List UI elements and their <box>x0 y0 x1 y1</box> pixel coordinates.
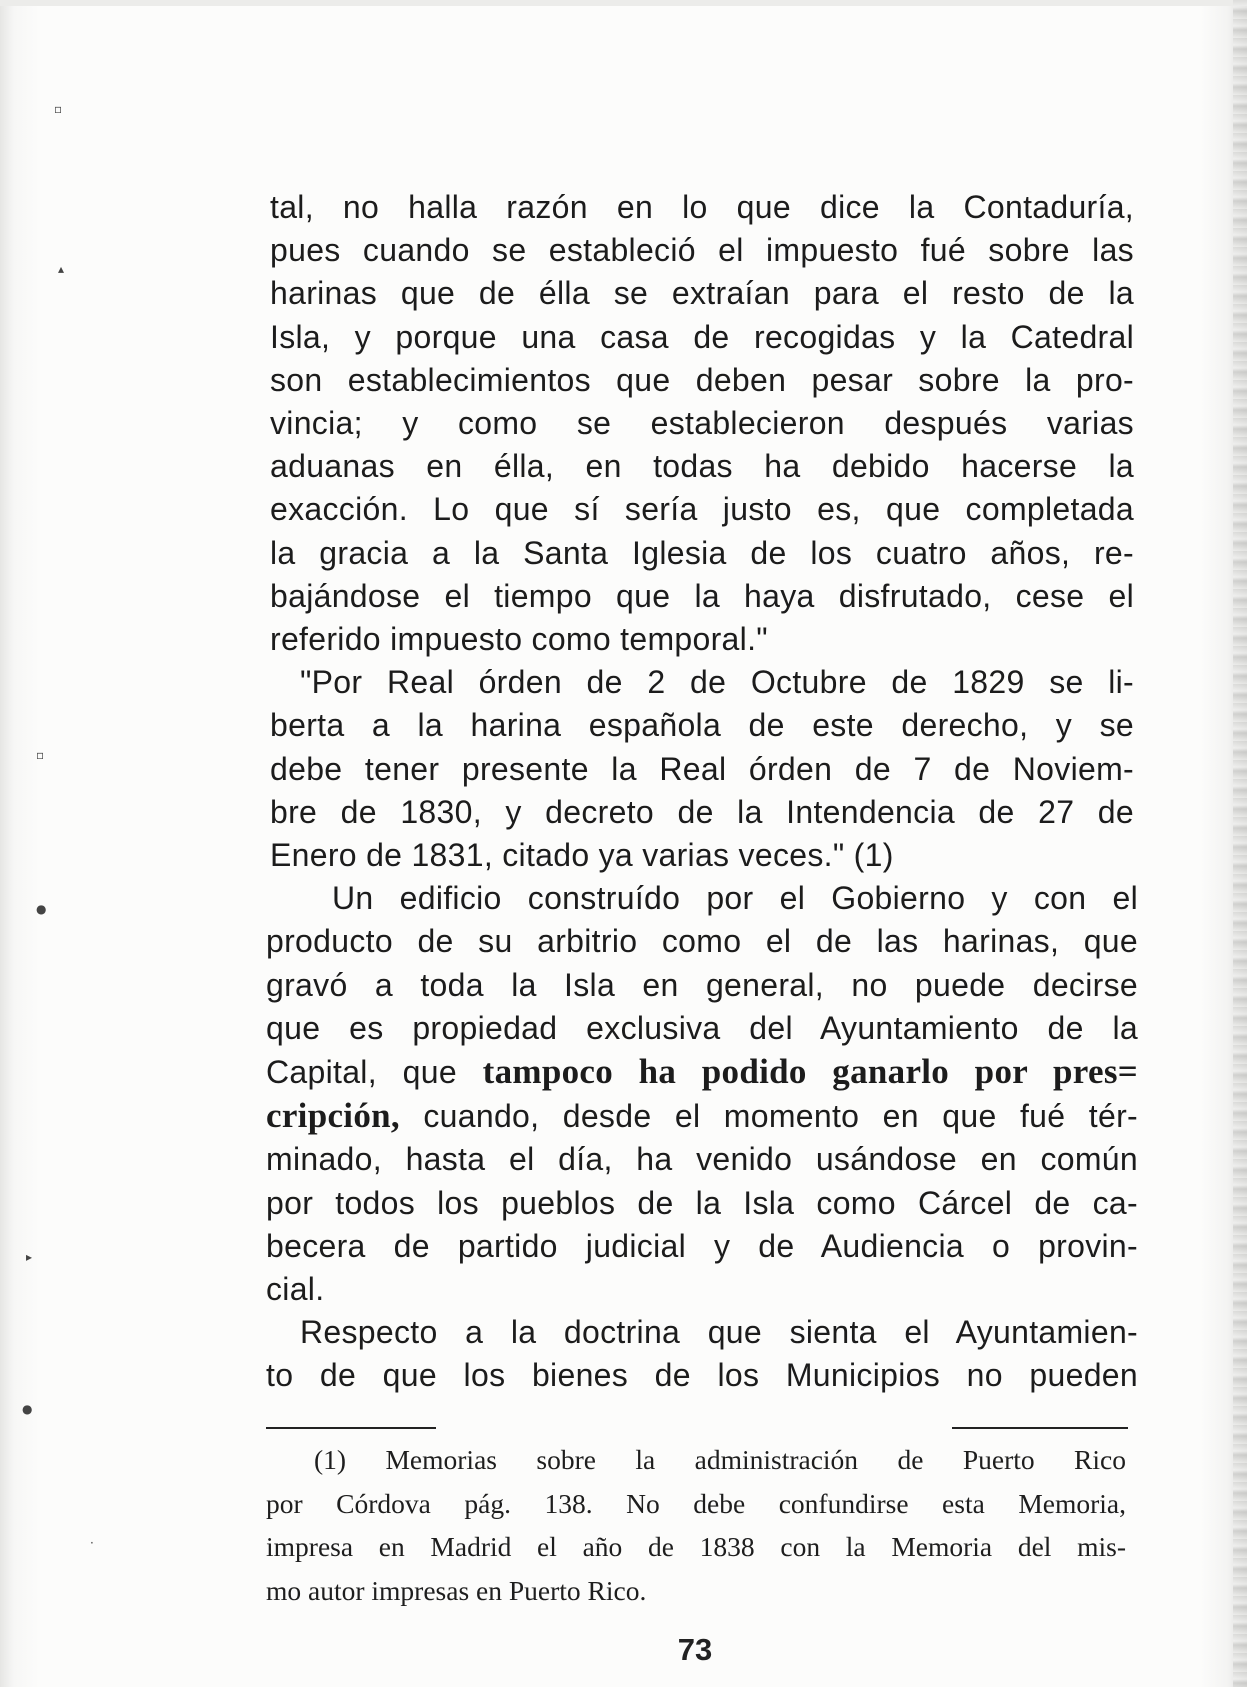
text-line: harinas que de élla se extraían para el resto de la <box>270 275 1134 312</box>
text-line: pues cuando se estableció el impuesto fué sobre las <box>270 232 1134 269</box>
footnote <box>266 1438 1126 1612</box>
text-line: exacción. Lo que sí sería justo es, que completada <box>270 491 1134 528</box>
page-right-edge <box>1233 0 1247 1687</box>
body-text <box>266 186 1138 1398</box>
text-line: que es propiedad exclusiva del Ayuntamiento de la <box>266 1009 1138 1046</box>
text-line-mixed <box>266 1050 1138 1094</box>
text-line: berta a la harina española de este derecho, y se <box>270 707 1134 744</box>
bold-serif-span: tampoco ha podido ganarlo por pres= <box>482 1052 1138 1092</box>
text-line: bre de 1830, y decreto de la Intendencia de 27 de <box>270 793 1134 830</box>
footnote-rule-left <box>266 1427 436 1429</box>
footnote-rule-right <box>952 1427 1128 1429</box>
text-line: Isla, y porque una casa de recogidas y la Catedral <box>270 318 1134 355</box>
text-line: vincia; y como se establecieron después varias <box>270 405 1134 442</box>
text-line: to de que los bienes de los Municipios no pueden <box>266 1357 1138 1394</box>
text-line: por todos los pueblos de la Isla como Cárcel de ca- <box>266 1184 1138 1221</box>
scanned-page: ▫ ▴ ▫ ● ▸ ● · tal, no halla razón en lo que dice la Contaduría, pues cuando se estableció el impuesto fué sobre las harinas que de élla se extraían para el resto de la Isla, y porque una casa de recogidas y la Catedral son establecimientos que deben pesar sobre la pro- vincia; y como se establecieron después varias aduanas en élla, en todas ha debido hacerse la exacción. Lo que sí sería justo es, que completada la gracia a la Santa Iglesia de los cuatro años, re- bajándose el tiempo que la haya disfrutado, cese el referido impuesto como temporal." "Por Real órden de 2 de Octubre de 1829 se li- berta a la harina española de este derecho, y se debe tener presente la Real órden de 7 de Noviem- bre de 1830, y decreto de la Intendencia de 27 de Enero de 1831, citado ya varias veces." (1) Un edificio construído por el Gobierno y con el producto de su arbitrio como el de las harinas, que gravó a toda la Isla en general, no puede decirse que es propiedad exclusiva del Ayuntamiento de la Capital, que tampoco ha podido ganarlo por pres= cripción, cuando, desde el momento en que fué tér- minado, hasta el día, ha venido usándose en común por todos los pueblos de la Isla como Cárcel de ca- becera de partido judicial y de Audiencia o provin- cial. Respecto a la doctrina que sienta el Ayuntamien- to de que los bienes de los Municipios no pueden (1) Memorias sobre la administración de Puerto Rico por Córdova pág. 138. No debe confundirse esta Memoria, impresa en Madrid el año de 1838 con la Memoria del mis- mo autor impresas en Puerto Rico. 73 <box>0 0 1247 1687</box>
footnote-line: impresa en Madrid el año de 1838 con la Memoria del mis- <box>266 1531 1126 1562</box>
text-line: cial. <box>266 1271 325 1308</box>
text-line: tal, no halla razón en lo que dice la Contaduría, <box>270 189 1134 225</box>
text-line: debe tener presente la Real órden de 7 de Noviem- <box>270 750 1134 787</box>
text-line: minado, hasta el día, ha venido usándose en común <box>266 1141 1138 1178</box>
footnote-line: (1) Memorias sobre la administración de Puerto Rico <box>314 1444 1126 1475</box>
bold-serif-span: cripción, <box>266 1096 400 1136</box>
text-line: Respecto a la doctrina que sienta el Ayuntamien- <box>300 1314 1138 1351</box>
paragraph-3 <box>266 877 1138 1311</box>
text-line-mixed <box>266 1094 1138 1138</box>
footnote-line: mo autor impresas en Puerto Rico. <box>266 1574 647 1606</box>
text-line: bajándose el tiempo que la haya disfrutado, cese el <box>270 577 1134 614</box>
text-span: cuando, desde el momento en que fué tér- <box>399 1098 1138 1135</box>
text-line: Enero de 1831, citado ya varias veces." (1) <box>270 837 894 874</box>
footnote-line: por Córdova pág. 138. No debe confundirse esta Memoria, <box>266 1487 1126 1519</box>
paragraph-2 <box>270 661 1134 877</box>
text-line: la gracia a la Santa Iglesia de los cuatro años, re- <box>270 534 1134 571</box>
text-line: son establecimientos que deben pesar sobre la pro- <box>270 361 1134 398</box>
text-line: becera de partido judicial y de Audiencia o provin- <box>266 1227 1138 1264</box>
page-top-edge <box>0 0 1247 6</box>
text-line: gravó a toda la Isla en general, no puede decirse <box>266 966 1138 1003</box>
text-line: producto de su arbitrio como el de las harinas, que <box>266 923 1138 960</box>
page-number: 73 <box>677 1632 713 1667</box>
text-line: aduanas en élla, en todas ha debido hacerse la <box>270 448 1134 485</box>
text-line: referido impuesto como temporal." <box>270 621 768 658</box>
text-span: Capital, que <box>266 1054 483 1091</box>
text-line: Un edificio construído por el Gobierno y con el <box>332 880 1138 917</box>
text-line: "Por Real órden de 2 de Octubre de 1829 se li- <box>300 664 1134 701</box>
paragraph-4 <box>266 1311 1138 1397</box>
paragraph-1 <box>270 186 1134 661</box>
